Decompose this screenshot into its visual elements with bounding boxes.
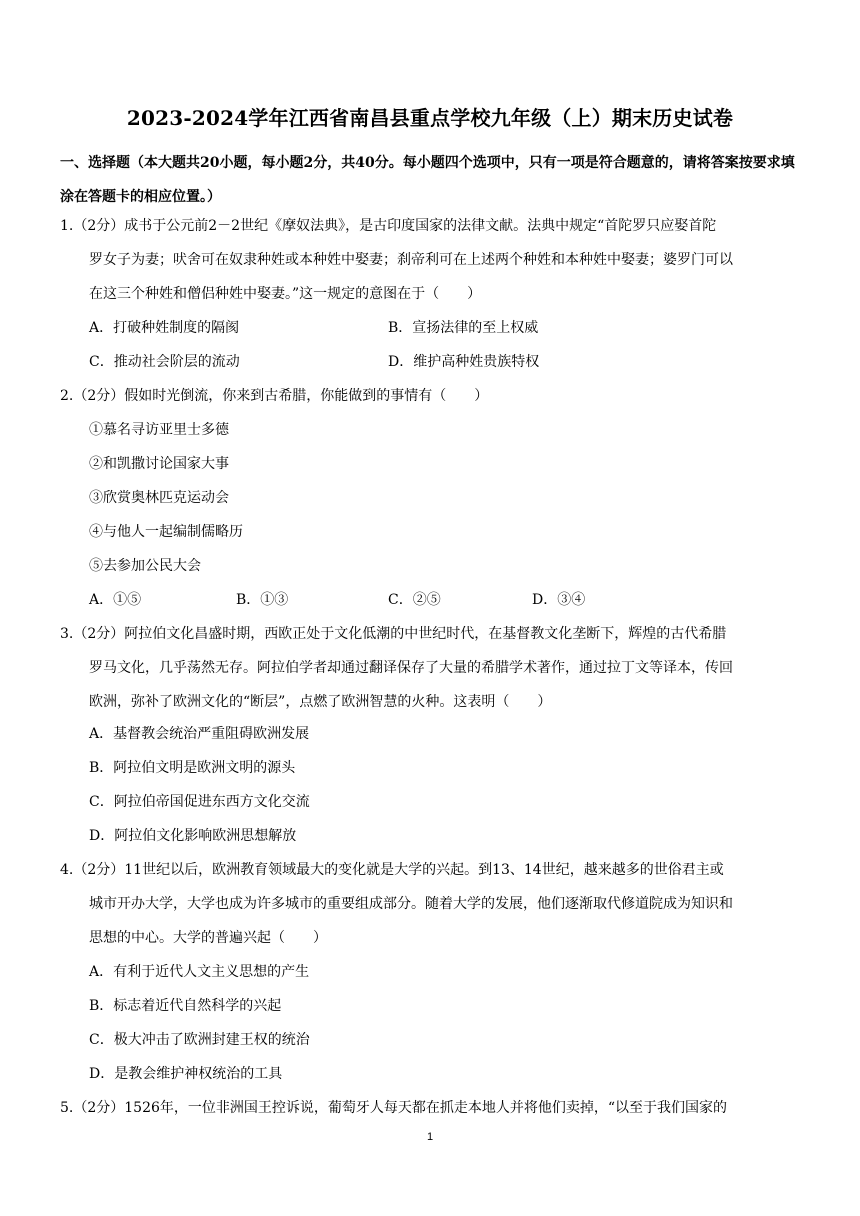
q3-line-2: 罗马文化，几乎荡然无存。阿拉伯学者却通过翻译保存了大量的希腊学术著作，通过拉丁文等译本，传回 (89, 660, 733, 676)
q4-option-c[interactable]: C．极大冲击了欧洲封建王权的统治 (89, 1032, 310, 1048)
q4-line-1: 4.（2分）11世纪以后，欧洲教育领域最大的变化就是大学的兴起。到13、14世纪，越来越多的世俗君主或 (60, 862, 724, 878)
q3-option-c[interactable]: C．阿拉伯帝国促进东西方文化交流 (89, 794, 310, 810)
q4-option-b[interactable]: B．标志着近代自然科学的兴起 (89, 998, 282, 1014)
q2-item-4: ④与他人一起编制儒略历 (89, 524, 243, 540)
q2-option-c[interactable]: C．②⑤ (388, 592, 441, 608)
exam-title: 2023-2024学年江西省南昌县重点学校九年级（上）期末历史试卷 (126, 106, 734, 130)
q5-line-1: 5.（2分）1526年，一位非洲国王控诉说，葡萄牙人每天都在抓走本地人并将他们卖掉，“以至于我们国家的 (60, 1100, 728, 1116)
q4-line-3: 思想的中心。大学的普遍兴起（ ） (89, 930, 327, 946)
q2-option-b[interactable]: B．①③ (236, 592, 289, 608)
q4-option-d[interactable]: D．是教会维护神权统治的工具 (89, 1066, 283, 1082)
q1-line-1: 1.（2分）成书于公元前2－2世纪《摩奴法典》，是古印度国家的法律文献。法典中规定“首陀罗只应娶首陀 (60, 218, 717, 234)
q2-item-1: ①慕名寻访亚里士多德 (89, 422, 229, 438)
q1-option-c[interactable]: C．推动社会阶层的流动 (89, 354, 240, 370)
q3-option-d[interactable]: D．阿拉伯文化影响欧洲思想解放 (89, 828, 297, 844)
q3-option-b[interactable]: B．阿拉伯文明是欧洲文明的源头 (89, 760, 296, 776)
q2-line-1: 2.（2分）假如时光倒流，你来到古希腊，你能做到的事情有（ ） (60, 388, 489, 404)
q4-line-2: 城市开办大学，大学也成为许多城市的重要组成部分。随着大学的发展，他们逐渐取代修道院成为知识和 (89, 896, 733, 912)
q1-option-b[interactable]: B．宣扬法律的至上权威 (388, 320, 539, 336)
q1-option-a[interactable]: A．打破种姓制度的隔阂 (89, 320, 240, 336)
q3-line-1: 3.（2分）阿拉伯文化昌盛时期，西欧正处于文化低潮的中世纪时代，在基督教文化垄断下，辉煌的古代希腊 (60, 626, 727, 642)
q2-item-5: ⑤去参加公民大会 (89, 558, 201, 574)
q2-item-2: ②和凯撒讨论国家大事 (89, 456, 229, 472)
q4-option-a[interactable]: A．有利于近代人文主义思想的产生 (89, 964, 310, 980)
q1-line-3: 在这三个种姓和僧侣种姓中娶妻。”这一规定的意图在于（ ） (89, 286, 482, 302)
q3-line-3: 欧洲，弥补了欧洲文化的“断层”，点燃了欧洲智慧的火种。这表明（ ） (89, 694, 552, 710)
q2-item-3: ③欣赏奥林匹克运动会 (89, 490, 229, 506)
q1-option-d[interactable]: D．维护高种姓贵族特权 (388, 354, 540, 370)
section-heading: 一、选择题（本大题共20小题，每小题2分，共40分。每小题四个选项中，只有一项是符合题意的，请将答案按要求填涂在答题卡的相应位置。） (60, 155, 795, 205)
q2-option-d[interactable]: D．③④ (532, 592, 586, 608)
q3-option-a[interactable]: A．基督教会统治严重阻碍欧洲发展 (89, 726, 310, 742)
page-number: 1 (426, 1131, 434, 1143)
q2-option-a[interactable]: A．①⑤ (89, 592, 142, 608)
q1-line-2: 罗女子为妻；吠舍可在奴隶种姓或本种姓中娶妻；刹帝利可在上述两个种姓和本种姓中娶妻；婆罗门可以 (89, 252, 733, 268)
